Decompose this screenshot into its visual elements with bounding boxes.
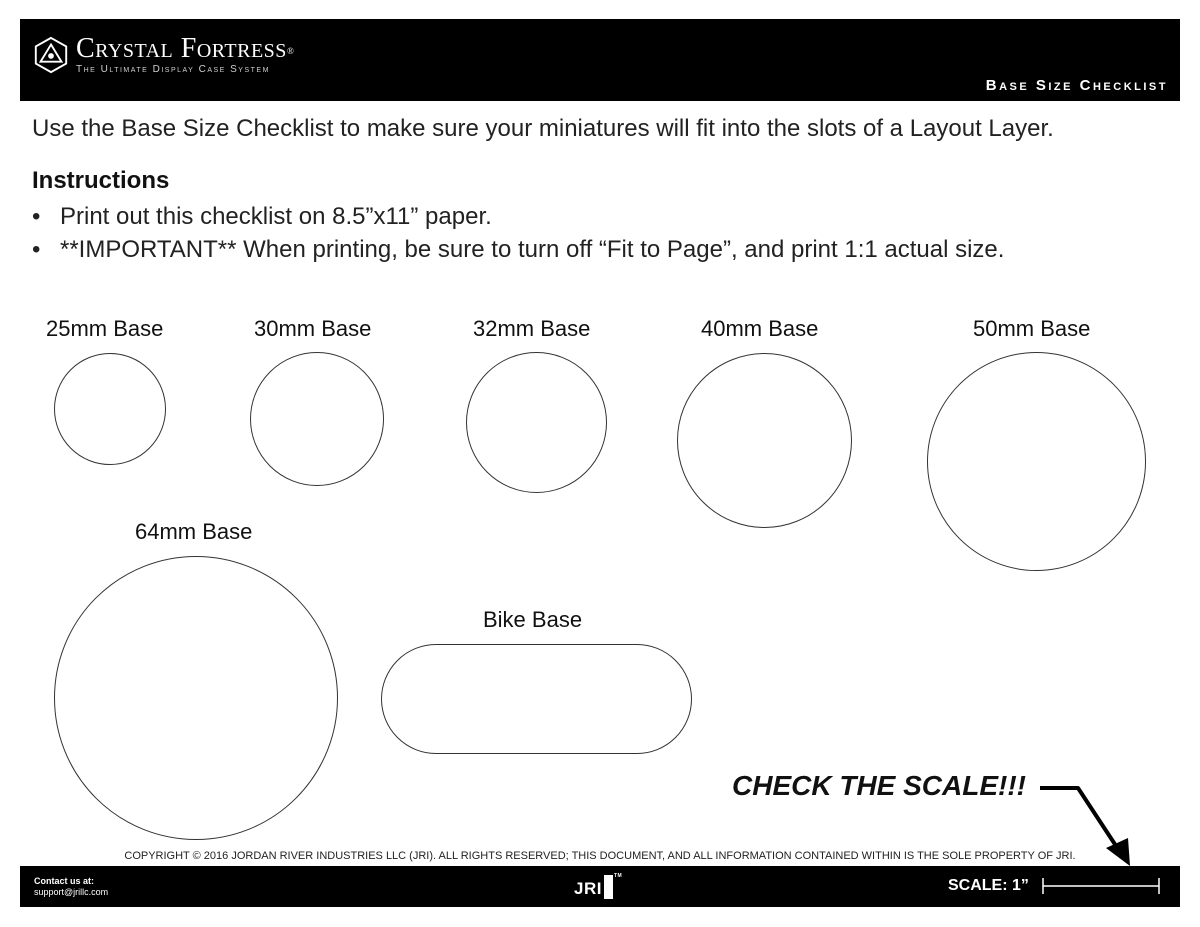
brand-name: Crystal Fortress® [76, 33, 295, 64]
bullet-icon: • [32, 203, 41, 230]
base-outline-40mm [677, 353, 852, 528]
brand-tagline: The Ultimate Display Case System [76, 64, 270, 75]
registered-mark: ® [286, 46, 295, 56]
scale-bar-icon [1042, 876, 1160, 896]
bullet-icon: • [32, 236, 41, 263]
base-label-bike: Bike Base [483, 607, 583, 632]
instructions-list [32, 200, 1004, 266]
hexagon-triangle-logo-icon [32, 36, 70, 74]
base-label-50mm: 50mm Base [973, 316, 1091, 341]
base-outline-32mm [466, 352, 607, 493]
scale-label: SCALE: 1” [948, 877, 1029, 894]
contact-info [34, 876, 108, 898]
copyright-notice: COPYRIGHT © 2016 JORDAN RIVER INDUSTRIES LLC (JRI). ALL RIGHTS RESERVED; THIS DOCUMENT, AND ALL INFORMATION CONTAINED WITHIN IS THE SOLE PROPERTY OF JRI. [124, 850, 1076, 862]
base-label-32mm: 32mm Base [473, 316, 591, 341]
base-outline-50mm [927, 352, 1146, 571]
contact-label: Contact us at: [34, 876, 95, 886]
instruction-item: • **IMPORTANT** When printing, be sure to turn off “Fit to Page”, and print 1:1 actual size. [32, 233, 1004, 266]
document-title: Base Size Checklist [985, 77, 1168, 94]
contact-email: support@jrillc.com [34, 887, 109, 897]
base-outline-bike [381, 644, 692, 754]
jri-logo: JRI TM [574, 873, 623, 898]
base-outline-64mm [54, 556, 338, 840]
header-bar [20, 19, 1180, 101]
base-outline-25mm [54, 353, 166, 465]
base-outline-30mm [250, 352, 384, 486]
base-label-30mm: 30mm Base [254, 316, 372, 341]
base-label-40mm: 40mm Base [701, 316, 819, 341]
base-label-25mm: 25mm Base [46, 316, 164, 341]
brand-logo [32, 35, 294, 75]
footer-bar [20, 866, 1180, 907]
jri-block-icon [604, 875, 613, 899]
instruction-item: • Print out this checklist on 8.5”x11” paper. [32, 200, 1004, 233]
base-label-64mm: 64mm Base [135, 519, 253, 544]
check-scale-callout: CHECK THE SCALE!!! [732, 770, 1026, 801]
instructions-heading: Instructions [32, 167, 170, 194]
intro-text: Use the Base Size Checklist to make sure your miniatures will fit into the slots of a Layout Layer. [32, 115, 1054, 142]
